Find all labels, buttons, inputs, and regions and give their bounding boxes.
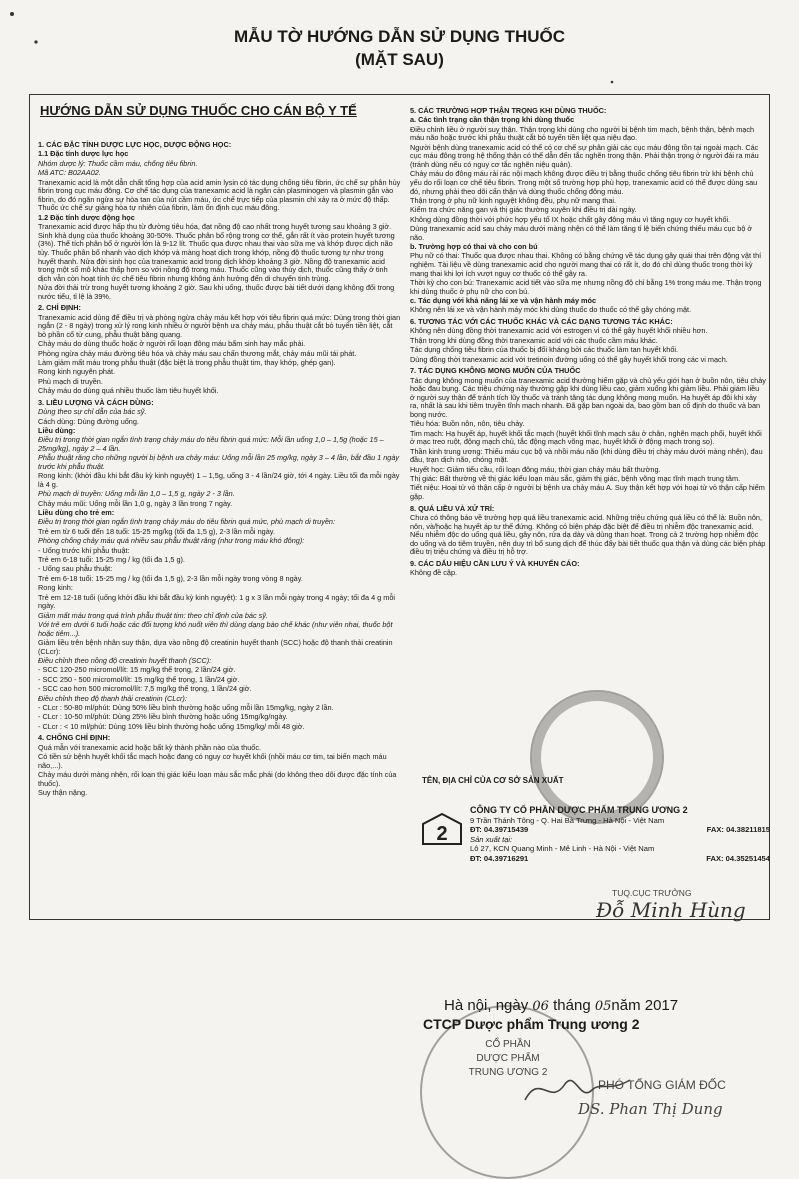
- left-paragraph: Liều dùng cho trẻ em:: [38, 508, 115, 518]
- left-paragraph: Nhóm dược lý: Thuốc cầm máu, chống tiêu fibrin.: [38, 158, 198, 168]
- agency-sign-label: TUQ.CỤC TRƯỞNG: [612, 888, 692, 898]
- left-paragraph: Mã ATC: B02AA02.: [38, 168, 101, 178]
- right-column: [410, 104, 766, 790]
- right-paragraph: Không nên lái xe và vận hành máy móc khi dùng thuốc do thuốc có thể gây chóng mặt.: [410, 305, 692, 315]
- right-paragraph: c. Tác dụng với khả năng lái xe và vận hành máy móc: [410, 296, 597, 306]
- factory-label: Sản xuất tại:: [470, 834, 513, 844]
- producer-label: TÊN, ĐỊA CHỈ CỦA CƠ SỞ SẢN XUẤT: [422, 776, 564, 785]
- left-paragraph: 1.2 Đặc tính dược động học: [38, 212, 135, 222]
- right-paragraph: Kiểm tra chức năng gan và thị giác thường xuyên khi điều trị dài ngày.: [410, 205, 637, 215]
- left-paragraph: Điều trị trong thời gian ngắn tình trạng chảy máu do tiêu fibrin quá mức: Mỗi lần uống 1,0 – 1,5g (hoặc 15 – 25mg/kg), ngày 2 – 4 lần.: [38, 435, 384, 453]
- right-paragraph: Thận trọng khi dùng đồng thời tranexamic acid với các thuốc cầm máu khác.: [410, 335, 658, 345]
- right-paragraph: Chảy máu do đông máu rải rác nội mạch không được điều trị bằng thuốc chống tiêu fibrin trừ khi bệnh chủ yếu do rối loạn cơ chế tiêu fibrin. Trong một số trường hợp phù hợp, tranexamic acid có thể được dùng sau đó, nhưng phải theo dõi cẩn thận và dùng thuốc chống đông máu.: [410, 169, 758, 196]
- seal-line: TRUNG ƯƠNG 2: [468, 1067, 548, 1078]
- right-paragraph: 5. CÁC TRƯỜNG HỢP THẬN TRỌNG KHI DÙNG THUỐC:: [410, 106, 607, 115]
- left-paragraph: 4. CHỐNG CHỈ ĐỊNH:: [38, 733, 111, 743]
- right-paragraph: 6. TƯƠNG TÁC VỚI CÁC THUỐC KHÁC VÀ CÁC DẠNG TƯƠNG TÁC KHÁC:: [410, 317, 673, 327]
- date-year: năm 2017: [611, 997, 679, 1014]
- factory-phone: ĐT: 04.39716291: [470, 853, 529, 863]
- signer-name: DS. Phan Thị Dung: [578, 1100, 723, 1118]
- company-phone: ĐT: 04.39715439: [470, 825, 529, 835]
- right-paragraph: Tim mạch: Hạ huyết áp, huyết khối tắc mạch (huyết khối tĩnh mạch sâu ở chân, nghẽn mạch phổi, huyết khối ở mạc treo ruột, động mạch chủ, tắc động mạch võng mạc, huyết khối ở động mạch trong sọ).: [410, 428, 762, 447]
- left-paragraph: - CLcr : 10-50 ml/phút: Dùng 25% liều bình thường hoặc uống 15mg/kg/ngày.: [38, 712, 288, 722]
- left-paragraph: Trẻ em 6-18 tuổi: 15-25 mg / kg (tối đa 1,5 g), 2-3 lần mỗi ngày trong vòng 8 ngày.: [38, 573, 303, 583]
- left-paragraph: - Uống trước khi phẫu thuật:: [38, 545, 130, 555]
- signer-title: PHÓ TỔNG GIÁM ĐỐC: [598, 1078, 726, 1092]
- agency-seal: [530, 690, 664, 824]
- right-paragraph: Thị giác: Bất thường về thị giác kiểu loạn màu sắc, giảm thị giác, bệnh võng mạc tĩnh mạch trung tâm.: [410, 474, 741, 484]
- left-paragraph: Trẻ em 12-18 tuổi (uống khởi đầu khi bắt đầu kỳ kinh nguyệt): 1 g x 3 lần mỗi ngày trong 4 ngày; tối đa 4 g mỗi ngày.: [38, 592, 395, 611]
- left-paragraph: Điều chỉnh theo độ thanh thải creatinin (CLcr):: [38, 693, 187, 703]
- seal-line: CỔ PHẦN: [485, 1039, 531, 1050]
- left-paragraph: - Uống sau phẫu thuật:: [38, 564, 113, 574]
- right-paragraph: Người bệnh dùng tranexamic acid có thể có cơ chế sự phân giải các cục máu đông tồn tại ngoài mạch. Các cục máu đông trong hệ thống thận có thể dẫn đến tắc nghẽn trong thận. Phải thận trọng ở người đái ra máu (tránh dùng nếu có nguy cơ tắc nghẽn niệu quản).: [410, 142, 759, 169]
- left-paragraph: 1. CÁC ĐẶC TÍNH DƯỢC LỰC HỌC, DƯỢC ĐỘNG HỌC:: [38, 140, 232, 149]
- right-paragraph: Phụ nữ có thai: Thuốc qua được nhau thai. Không có bằng chứng về tác dụng gây quái thai trên động vật thí nghiệm. Tài liệu về dùng tranexamic acid cho người mang thai có rất ít, do đó chỉ dùng thuốc trong thời kỳ mang thai khi lợi ích vượt nguy cơ thuốc có thể gây ra.: [410, 251, 762, 278]
- right-paragraph: Thận trọng ở phụ nữ kinh nguyệt không đều, phụ nữ mang thai.: [410, 195, 617, 205]
- signing-company: CTCP Dược phẩm Trung ương 2: [423, 1016, 640, 1032]
- right-paragraph: Dùng tranexamic acid sau chảy máu dưới màng nhện có thể làm tăng tỉ lệ biến chứng thiếu máu cục bộ ở não.: [410, 224, 753, 242]
- right-paragraph: Dùng đồng thời tranexamic acid với tretinoin đường uống có thể gây huyết khối trong các vi mạch.: [410, 354, 728, 364]
- company-logo-icon: [421, 812, 463, 846]
- right-paragraph: Tiết niệu: Hoại tử vỏ thận cấp ở người bị bệnh ưa chảy máu A. Suy thận kết hợp với hoại tử vỏ thận cấp hiếm gặp.: [410, 483, 765, 502]
- left-paragraph: Quá mẫn với tranexamic acid hoặc bất kỳ thành phần nào của thuốc.: [38, 742, 262, 752]
- right-paragraph: 7. TÁC DỤNG KHÔNG MONG MUỐN CỦA THUỐC: [410, 366, 581, 376]
- date-prefix: Hà nội, ngày: [444, 997, 529, 1014]
- page-subtitle: (MẶT SAU): [355, 50, 444, 69]
- left-paragraph: Làm giảm mất máu trong phẫu thuật (đặc biệt là trong phẫu thuật tim, thay khớp, ghép gan).: [38, 358, 336, 368]
- left-paragraph: - CLcr : < 10 ml/phút: Dùng 10% liều bình thường hoặc uống 15mg/kg/ mỗi 48 giờ.: [38, 721, 305, 731]
- left-paragraph: 2. CHỈ ĐỊNH:: [38, 303, 81, 313]
- date-day: 06: [532, 999, 549, 1014]
- company-address: 9 Trần Thánh Tông - Q. Hai Bà Trưng - Hà Nội - Việt Nam: [470, 815, 665, 825]
- date-month-word: tháng: [553, 997, 591, 1014]
- left-paragraph: Chảy máu do dùng quá nhiều thuốc làm tiêu huyết khối.: [38, 386, 219, 396]
- left-paragraph: Dùng theo sự chỉ dẫn của bác sỹ.: [38, 407, 147, 417]
- right-paragraph: Huyết học: Giảm tiểu cầu, rối loạn đông máu, thời gian chảy máu bất thường.: [410, 464, 661, 474]
- date-month: 05: [594, 999, 612, 1014]
- right-paragraph: Không nên dùng đồng thời tranexamic acid với estrogen vì có thể gây huyết khối nhiều hơn.: [410, 326, 708, 336]
- document-heading: HƯỚNG DẪN SỬ DỤNG THUỐC CHO CÁN BỘ Y TẾ: [40, 103, 357, 118]
- right-paragraph: 8. QUÁ LIỀU VÀ XỬ TRÍ:: [410, 503, 495, 513]
- left-paragraph: - SCC 250 - 500 micromol/lít: 15 mg/kg thể trọng, 1 lần/24 giờ.: [38, 674, 240, 684]
- date-line: [444, 997, 678, 1014]
- left-paragraph: Phẫu thuật răng cho những người bị bệnh ưa chảy máu: Uống mỗi lần 25 mg/kg, ngày 3 – 4 lần, bắt đầu 1 ngày trước khi phẫu thuật.: [38, 453, 400, 471]
- right-paragraph: Thần kinh trung ương: Thiếu máu cục bộ và nhồi máu não (khi dùng điều trị chảy máu dưới màng nhện), đau đầu, trạn dịch não, chóng mặt.: [410, 446, 763, 465]
- left-paragraph: 3. LIỀU LƯỢNG VÀ CÁCH DÙNG:: [38, 397, 154, 407]
- left-column: [38, 138, 402, 898]
- left-paragraph: Chảy máu dưới màng nhện, rối loạn thị giác kiểu loạn màu sắc mắc phải (do không theo dõi được đặc tính của thuốc).: [38, 770, 397, 788]
- left-paragraph: Có tiền sử bệnh huyết khối tắc mạch hoặc đang có nguy cơ huyết khối (nhồi máu cơ tim, tai biến mạch máu não,...).: [38, 752, 387, 770]
- left-paragraph: Tranexamic acid là một dẫn chất tổng hợp của acid amin lysin có tác dụng chống tiêu fibrin, ức chế sự phân hủy fibrin trong cục máu đông. Cơ chế tác dụng của tranexamic acid là ngăn cản plasminogen và plasmin gắn vào fibrin, do đó ngăn ngừa sự hòa tan của nút cầm máu, ức chế trực tiếp của plasmin chỉ xảy ra ở mức độ thấp. Thuốc ức chế sự giảng hòa tự nhiên của fibrin, làm ổn định cục máu đông.: [38, 177, 401, 213]
- left-paragraph: Trẻ em 6-18 tuổi: 15-25 mg / kg (tối đa 1,5 g).: [38, 555, 185, 565]
- right-paragraph: Chưa có thông báo về trường hợp quá liều tranexamic acid. Những triệu chứng quá liều có thể là: Buồn nôn, nôn, và/hoặc hạ huyết áp tư thế đứng. Không có biện pháp đặc biệt để điều trị nhiễm độc tranexamic acid. Nếu nhiễm độc do uống quá liều, gây nôn, rửa dạ dày và dùng than hoạt. Trong cả 2 trường hợp nhiễm độc do uống và do tiêm truyền, nên duy trì bổ sung dịch để thúc đẩy bài tiết thuốc qua thận và dùng các biện pháp điều trị triệu chứng và điều trị hỗ trợ.: [410, 513, 766, 557]
- svg-text:2: 2: [436, 823, 448, 845]
- left-paragraph: Giảm mất máu trong quá trình phẫu thuật tim: theo chỉ định của bác sỹ.: [38, 610, 268, 620]
- right-paragraph: Không đề cập.: [410, 568, 458, 578]
- left-paragraph: Phù mạch di truyền: Uống mỗi lần 1,0 – 1,5 g, ngày 2 - 3 lần.: [38, 489, 235, 499]
- left-paragraph: Rong kinh: (khởi đầu khi bắt đầu kỳ kinh nguyệt) 1 – 1,5g, uống 3 - 4 lần/24 giờ, tới 4 ngày. Liều tối đa mỗi ngày là 4 g.: [38, 471, 400, 489]
- right-paragraph: Tác dụng chống tiêu fibrin của thuốc bị đối kháng bởi các thuốc làm tan huyết khối.: [410, 345, 679, 355]
- right-paragraph: Tiêu hóa: Buồn nôn, nôn, tiêu chảy.: [410, 419, 525, 429]
- left-paragraph: - SCC cao hơn 500 micromol/lít: 7,5 mg/kg thể trọng, 1 lần/24 giờ.: [38, 684, 252, 694]
- right-paragraph: Điều chỉnh liều ở người suy thận. Thận trọng khi dùng cho người bị bệnh tim mạch, bệnh thận, bệnh mạch máu não hoặc trước khi phẫu thuật cắt bỏ tuyến tiền liệt qua niệu đạo.: [410, 124, 755, 143]
- left-paragraph: Phòng ngừa chảy máu đường tiêu hóa và chảy máu sau chấn thương mắt, chảy máu mũi tái phát.: [38, 348, 357, 358]
- left-paragraph: 1.1 Đặc tính dược lực học: [38, 149, 129, 159]
- right-paragraph: Thời kỳ cho con bú: Tranexamic acid tiết vào sữa mẹ nhưng nồng độ chỉ bằng 1% trong máu mẹ. Thận trọng khi dùng thuốc ở phụ nữ cho con bú.: [410, 278, 762, 296]
- company-fax: FAX: 04.38211815: [706, 825, 770, 835]
- left-paragraph: Giảm liều trên bệnh nhân suy thận, dựa vào nồng độ creatinin huyết thanh (SCC) hoặc độ thanh thải creatinin (CLcr):: [38, 637, 393, 656]
- left-paragraph: Phù mạch di truyền.: [38, 376, 103, 386]
- factory-fax: FAX: 04.35251454: [706, 853, 770, 863]
- left-paragraph: Chảy máu do dùng thuốc hoặc ở người rối loạn đông máu bẩm sinh hay mắc phải.: [38, 339, 306, 349]
- left-paragraph: Tranexamic acid được hấp thu từ đường tiêu hóa, đạt nồng độ cao nhất trong huyết tương sau khoảng 3 giờ. Sinh khả dụng của thuốc khoảng 30-50%. Thuốc phân bố rộng trong cơ thể, gắn rất ít vào protein huyết tương (3%). Thể tích phân bố ở người lớn là 9-12 lít. Thuốc qua được nhau thai vào sữa mẹ và khớp được dịch não tủy. Thuốc phân bố nhanh vào dịch khớp và màng hoạt dịch trong khớp, nồng độ thuốc tương tự như trong huyết thanh. Nửa đời sinh học của tranexamic acid trong dịch khớp khoảng 3 giờ. Nồng độ tranexamic acid trong một số mô khác thấp hơn so với nồng độ trong máu. Thuốc cũng vào thủy dịch, thuốc cũng thấy ở tinh dịch vẫn còn hoạt tính ức chế tiêu fibrin nhưng không ảnh hưởng đến di chuyển tinh trùng.: [38, 222, 395, 283]
- factory-address: Lô 27, KCN Quang Minh - Mê Linh - Hà Nội - Việt Nam: [470, 844, 655, 854]
- right-paragraph: Tác dụng không mong muốn của tranexamic acid thường hiếm gặp và chủ yếu giới hạn ở buồn nôn, tiêu chảy hoặc đau bụng. Các triệu chứng này thường gặp khi dùng liều cao, giảm xuống khi giảm liều. Phải giám liều ở người suy thận để tránh tích lũy thuốc và tránh tăng tác dụng không mong muốn. Hạ huyết áp đôi khi xảy ra, nhất là sau khi tiêm truyền tĩnh mạch nhanh. Đã gặp ban ngoài da, bao gồm ban cố định do thuốc và ban bọng nước.: [410, 375, 766, 419]
- left-paragraph: Với trẻ em dưới 6 tuổi hoặc các đối tượng khó nuốt viên thì dùng dạng bào chế khác (như viên nhai, thuốc bột hoặc tiêm...).: [38, 619, 393, 638]
- left-paragraph: Phòng chống chảy máu quá nhiều sau phẫu thuật răng (như trong máu khó đông):: [38, 536, 305, 546]
- right-paragraph: Không dùng đồng thời với phức hợp yếu tố IX hoặc chất gây đông máu vì tăng nguy cơ huyết khối.: [410, 214, 731, 224]
- left-paragraph: Liều dùng:: [38, 425, 76, 435]
- right-paragraph: a. Các tình trạng cần thận trọng khi dùng thuốc: [410, 115, 575, 125]
- agency-signer-name: Đỗ Minh Hùng: [596, 898, 746, 922]
- left-paragraph: Điều chỉnh theo nồng độ creatinin huyết thanh (SCC):: [38, 655, 212, 665]
- page-title: MẪU TỜ HƯỚNG DẪN SỬ DỤNG THUỐC: [233, 27, 566, 46]
- company-info: [470, 806, 770, 864]
- left-paragraph: Điều trị trong thời gian ngắn tình trạng chảy máu do tiêu fibrin quá mức, phù mạch di truyền:: [38, 517, 336, 527]
- left-paragraph: Cách dùng: Dùng đường uống.: [38, 416, 139, 426]
- left-paragraph: Trẻ em từ 6 tuổi đến 18 tuổi: 15-25 mg/kg (tối đa 1,5 g), 2-3 lần mỗi ngày.: [38, 526, 275, 536]
- left-paragraph: Nửa đời thải trừ trong huyết tương khoảng 2 giờ. Sau khi uống, thuốc được bài tiết dưới dạng không đổi trong nước tiểu, tỉ lệ là 39%.: [38, 283, 395, 301]
- left-paragraph: Suy thận nặng.: [38, 788, 88, 798]
- left-paragraph: Chảy máu mũi: Uống mỗi lần 1,0 g, ngày 3 lần trong 7 ngày.: [38, 498, 233, 508]
- left-paragraph: - SCC 120-250 micromol/lít: 15 mg/kg thể trọng, 2 lần/24 giờ.: [38, 665, 236, 675]
- left-paragraph: Rong kinh nguyên phát.: [38, 367, 116, 377]
- left-paragraph: Rong kinh:: [38, 583, 73, 593]
- right-paragraph: 9. CÁC DẤU HIỆU CẦN LƯU Ý VÀ KHUYẾN CÁO:: [410, 559, 580, 569]
- left-paragraph: Tranexamic acid dùng để điều trị và phòng ngừa chảy máu kết hợp với tiêu fibrin quá mức: Dùng trong thời gian ngắn (2 - 8 ngày) trong xử lý rong kinh nhiều ở người bệnh ưa chảy máu, phẫu thuật cắt bỏ tuyến tiền liệt, cắt bỏ phần cổ tử cung, phẫu thuật băng quang.: [38, 312, 401, 339]
- company-name: CÔNG TY CỔ PHẦN DƯỢC PHẨM TRUNG ƯƠNG 2: [470, 805, 688, 815]
- left-paragraph: - CLcr : 50-80 ml/phút: Dùng 50% liều bình thường hoặc uống mỗi lần 15mg/kg, ngày 2 lần.: [38, 702, 334, 712]
- right-paragraph: b. Trường hợp có thai và cho con bú: [410, 242, 538, 252]
- seal-line: DƯỢC PHẨM: [476, 1053, 540, 1064]
